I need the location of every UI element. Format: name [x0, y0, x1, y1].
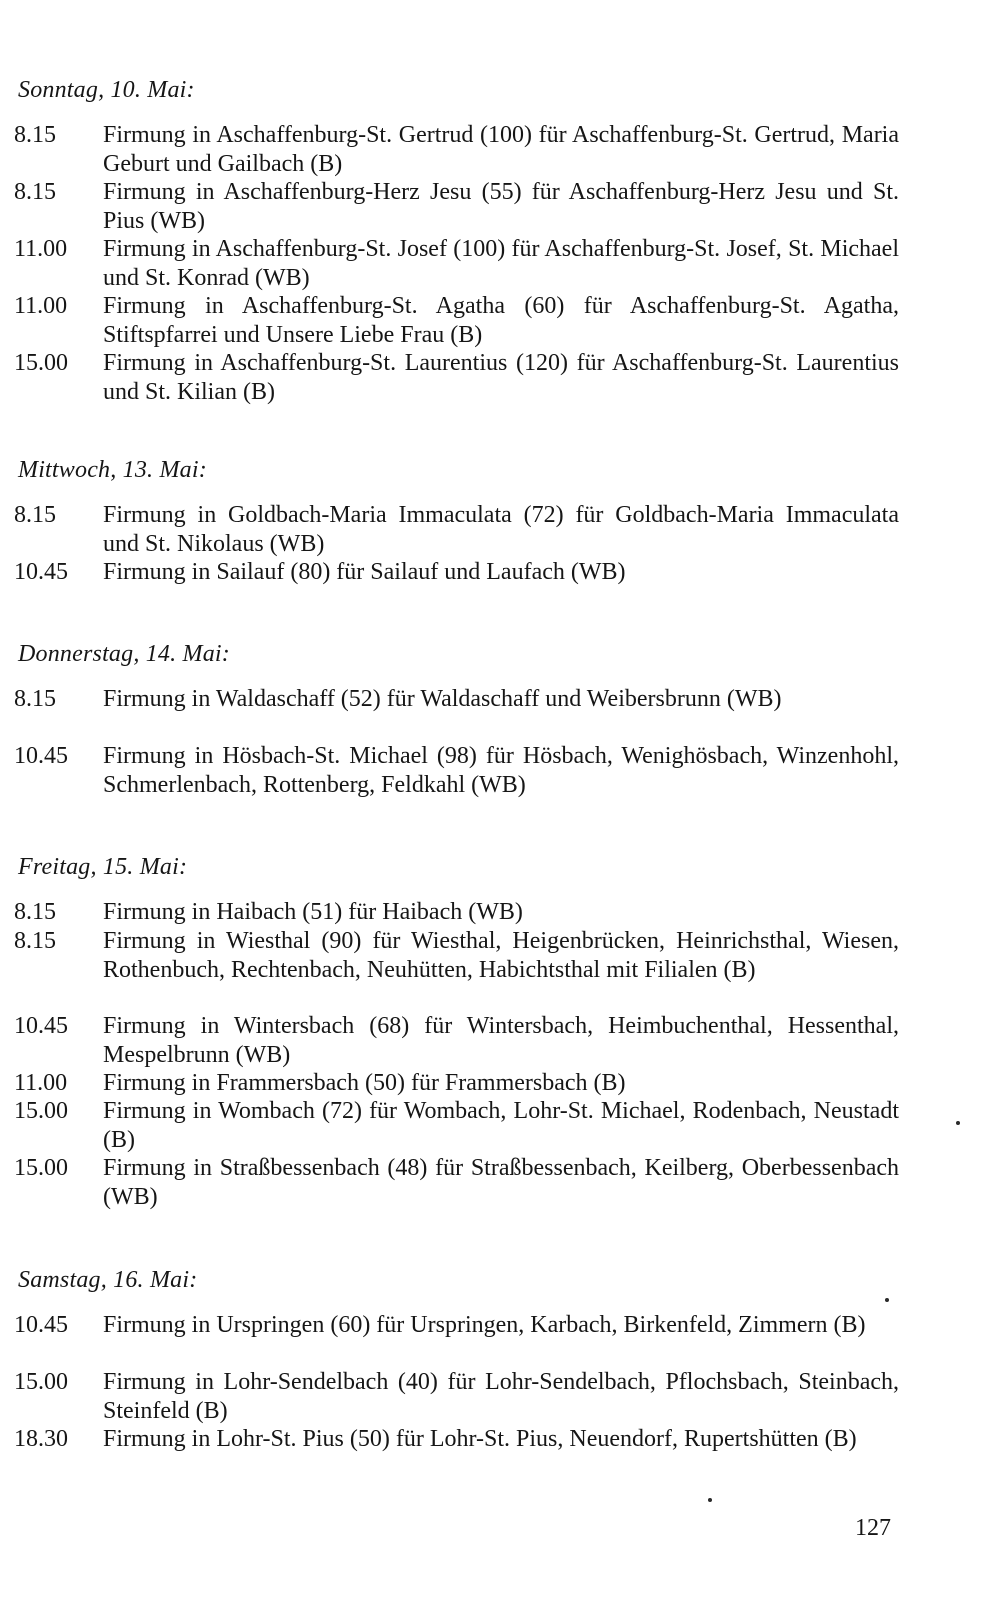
entry-time: 18.30	[14, 1426, 68, 1452]
entry-text: Firmung in Wintersbach (68) für Wintersbach, Heimbuchenthal, Hessenthal, Mespelbrunn (WB)	[103, 1013, 899, 1068]
entry-time: 8.15	[14, 928, 56, 954]
day-heading: Samstag, 16. Mai:	[18, 1267, 198, 1293]
entry-text: Firmung in Aschaffenburg-St. Laurentius (120) für Aschaffenburg-St. Laurentius und St. Kilian (B)	[103, 350, 899, 405]
entry-time: 8.15	[14, 122, 56, 148]
entry-text: Firmung in Aschaffenburg-Herz Jesu (55) für Aschaffenburg-Herz Jesu und St. Pius (WB)	[103, 179, 899, 234]
entry-text: Firmung in Goldbach-Maria Immaculata (72) für Goldbach-Maria Immaculata und St. Nikolaus (WB)	[103, 502, 899, 557]
entry-time: 15.00	[14, 1369, 68, 1395]
entry-text: Firmung in Lohr-Sendelbach (40) für Lohr-Sendelbach, Pflochsbach, Steinbach, Steinfeld (B)	[103, 1369, 899, 1424]
entry-text: Firmung in Frammersbach (50) für Frammersbach (B)	[103, 1070, 626, 1096]
entry-time: 8.15	[14, 686, 56, 712]
entry-time: 11.00	[14, 236, 68, 262]
entry-time: 11.00	[14, 1070, 68, 1096]
scan-speck	[956, 1121, 960, 1125]
entry-text: Firmung in Haibach (51) für Haibach (WB)	[103, 899, 523, 925]
day-heading: Mittwoch, 13. Mai:	[18, 457, 207, 483]
entry-time: 15.00	[14, 1155, 68, 1181]
entry-text: Firmung in Sailauf (80) für Sailauf und Laufach (WB)	[103, 559, 626, 585]
page-number: 127	[855, 1515, 891, 1541]
entry-text: Firmung in Wombach (72) für Wombach, Lohr-St. Michael, Rodenbach, Neustadt (B)	[103, 1098, 899, 1153]
entry-time: 10.45	[14, 1312, 68, 1338]
entry-text: Firmung in Aschaffenburg-St. Josef (100) für Aschaffenburg-St. Josef, St. Michael und St. Konrad (WB)	[103, 236, 899, 291]
entry-time: 8.15	[14, 179, 56, 205]
entry-time: 10.45	[14, 559, 68, 585]
entry-time: 10.45	[14, 1013, 68, 1039]
entry-time: 8.15	[14, 502, 56, 528]
day-heading: Donnerstag, 14. Mai:	[18, 641, 230, 667]
entry-text: Firmung in Straßbessenbach (48) für Straßbessenbach, Keilberg, Oberbessenbach (WB)	[103, 1155, 899, 1210]
scan-speck	[885, 1298, 889, 1302]
entry-time: 10.45	[14, 743, 68, 769]
scan-speck	[708, 1498, 712, 1502]
entry-time: 11.00	[14, 293, 68, 319]
entry-time: 8.15	[14, 899, 56, 925]
entry-text: Firmung in Hösbach-St. Michael (98) für Hösbach, Wenighösbach, Winzenhohl, Schmerlenbach, Rottenberg, Feldkahl (WB)	[103, 743, 899, 798]
entry-text: Firmung in Urspringen (60) für Urspringen, Karbach, Birkenfeld, Zimmern (B)	[103, 1312, 866, 1338]
entry-text: Firmung in Aschaffenburg-St. Agatha (60) für Aschaffenburg-St. Agatha, Stiftspfarrei und Unsere Liebe Frau (B)	[103, 293, 899, 348]
day-heading: Freitag, 15. Mai:	[18, 854, 188, 880]
entry-time: 15.00	[14, 1098, 68, 1124]
entry-time: 15.00	[14, 350, 68, 376]
entry-text: Firmung in Aschaffenburg-St. Gertrud (100) für Aschaffenburg-St. Gertrud, Maria Geburt und Gailbach (B)	[103, 122, 899, 177]
entry-text: Firmung in Wiesthal (90) für Wiesthal, Heigenbrücken, Heinrichsthal, Wiesen, Rothenbuch, Rechtenbach, Neuhütten, Habichtsthal mit Filialen (B)	[103, 928, 899, 983]
entry-text: Firmung in Waldaschaff (52) für Waldaschaff und Weibersbrunn (WB)	[103, 686, 782, 712]
entry-text: Firmung in Lohr-St. Pius (50) für Lohr-St. Pius, Neuendorf, Rupertshütten (B)	[103, 1426, 857, 1452]
day-heading: Sonntag, 10. Mai:	[18, 77, 195, 103]
